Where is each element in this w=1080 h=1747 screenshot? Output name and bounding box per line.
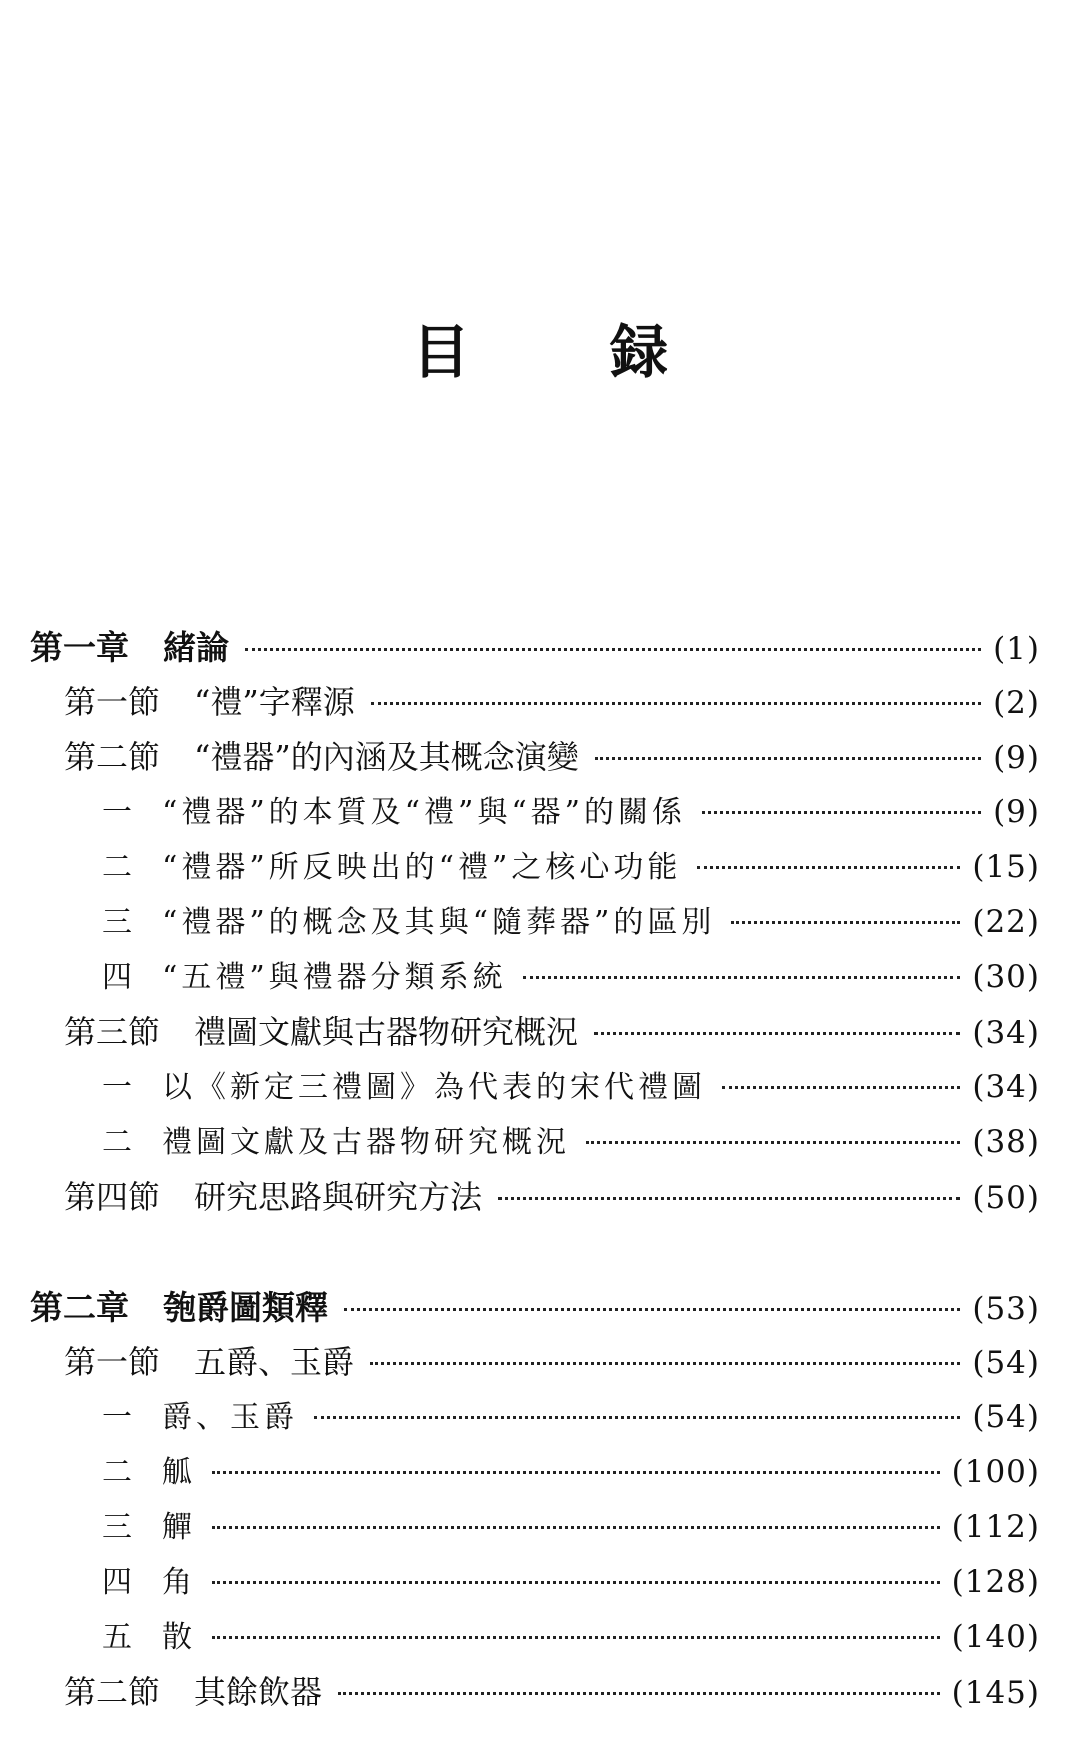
title-char-2: 録 [610, 318, 669, 386]
page-number: (53) [972, 1291, 1040, 1327]
toc-section[interactable] [30, 730, 1040, 785]
page-number: (128) [951, 1564, 1040, 1600]
toc-section[interactable] [30, 1005, 1040, 1060]
item-title: 散 [162, 1620, 196, 1655]
chapter-title: 緒論 [163, 628, 229, 667]
dot-leader [212, 1471, 940, 1474]
page-number: (140) [951, 1619, 1040, 1655]
page-number: (9) [993, 740, 1040, 776]
chapter-title: 匏爵圖類釋 [163, 1288, 328, 1327]
section-number: 第二節 [64, 738, 161, 776]
item-number: 一 [102, 795, 136, 830]
toc-item[interactable] [30, 1390, 1040, 1445]
page-number: (22) [972, 904, 1040, 940]
page-number: (9) [993, 794, 1040, 830]
item-title: 觶 [162, 1510, 196, 1545]
page-number: (15) [972, 849, 1040, 885]
dot-leader [245, 648, 981, 651]
dot-leader [212, 1636, 940, 1639]
toc-item[interactable] [30, 895, 1040, 950]
dot-leader [212, 1581, 940, 1584]
item-number: 一 [102, 1070, 136, 1105]
page-number: (30) [972, 959, 1040, 995]
dot-leader [370, 1362, 960, 1365]
toc-item[interactable] [30, 1445, 1040, 1500]
item-title: 角 [162, 1565, 196, 1600]
dot-leader [523, 976, 961, 979]
page-number: (54) [972, 1345, 1040, 1381]
toc-chapter[interactable] [30, 1280, 1040, 1335]
dot-leader [586, 1141, 960, 1144]
toc-section[interactable] [30, 1335, 1040, 1390]
chapter-number: 第二章 [30, 1288, 129, 1327]
item-title: 觚 [162, 1455, 196, 1490]
page-number: (38) [972, 1124, 1040, 1160]
dot-leader [594, 1032, 960, 1035]
page-number: (2) [993, 685, 1040, 721]
dot-leader [595, 757, 981, 760]
dot-leader [697, 866, 960, 869]
toc-item[interactable] [30, 1115, 1040, 1170]
item-number: 四 [102, 1565, 136, 1600]
page-number: (34) [972, 1069, 1040, 1105]
page-number: (100) [951, 1454, 1040, 1490]
toc-chapter[interactable] [30, 620, 1040, 675]
section-title: 其餘飲器 [194, 1673, 323, 1711]
section-title: 禮圖文獻與古器物研究概況 [194, 1013, 579, 1051]
dot-leader [212, 1526, 940, 1529]
dot-leader [344, 1308, 960, 1311]
page-number: (34) [972, 1015, 1040, 1051]
title-char-1: 目 [411, 318, 470, 386]
item-number: 三 [102, 905, 136, 940]
page-number: (50) [972, 1180, 1040, 1216]
toc-item[interactable] [30, 1555, 1040, 1610]
toc-item[interactable] [30, 950, 1040, 1005]
toc-item[interactable] [30, 840, 1040, 895]
section-number: 第三節 [64, 1013, 161, 1051]
page-number: (54) [972, 1399, 1040, 1435]
section-title: 五爵、玉爵 [194, 1343, 355, 1381]
dot-leader [338, 1692, 940, 1695]
page-number: (112) [951, 1509, 1040, 1545]
section-title: “禮器”的內涵及其概念演變 [194, 738, 579, 776]
dot-leader [722, 1086, 960, 1089]
toc-item[interactable] [30, 1500, 1040, 1555]
item-number: 二 [102, 850, 136, 885]
item-number: 二 [102, 1455, 136, 1490]
page-number: (1) [993, 631, 1040, 667]
item-number: 三 [102, 1510, 136, 1545]
item-title: 爵、玉爵 [162, 1400, 298, 1435]
dot-leader [498, 1197, 960, 1200]
dot-leader [371, 702, 981, 705]
chapter-number: 第一章 [30, 628, 129, 667]
toc-item[interactable] [30, 785, 1040, 840]
toc-section[interactable] [30, 675, 1040, 730]
toc-section[interactable] [30, 1665, 1040, 1720]
item-number: 二 [102, 1125, 136, 1160]
item-number: 一 [102, 1400, 136, 1435]
toc-item[interactable] [30, 1610, 1040, 1665]
section-number: 第一節 [64, 1343, 161, 1381]
item-title: 以《新定三禮圖》為代表的宋代禮圖 [162, 1070, 706, 1105]
item-title: “禮器”的本質及“禮”與“器”的關係 [162, 795, 687, 830]
item-title: “禮器”的概念及其與“隨葬器”的區別 [162, 905, 716, 940]
section-number: 第一節 [64, 683, 161, 721]
item-title: “禮器”所反映出的“禮”之核心功能 [162, 850, 682, 885]
page-number: (145) [951, 1675, 1040, 1711]
page-title [0, 305, 1080, 389]
dot-leader [702, 811, 981, 814]
item-title: 禮圖文獻及古器物研究概況 [162, 1125, 570, 1160]
table-of-contents [30, 620, 1040, 1720]
section-number: 第二節 [64, 1673, 161, 1711]
section-title: 研究思路與研究方法 [194, 1178, 483, 1216]
item-number: 四 [102, 960, 136, 995]
toc-item[interactable] [30, 1060, 1040, 1115]
item-title: “五禮”與禮器分類系統 [162, 960, 507, 995]
dot-leader [314, 1416, 960, 1419]
chapter-spacer [30, 1225, 1040, 1280]
item-number: 五 [102, 1620, 136, 1655]
toc-section[interactable] [30, 1170, 1040, 1225]
dot-leader [731, 921, 960, 924]
section-number: 第四節 [64, 1178, 161, 1216]
section-title: “禮”字釋源 [194, 683, 355, 721]
